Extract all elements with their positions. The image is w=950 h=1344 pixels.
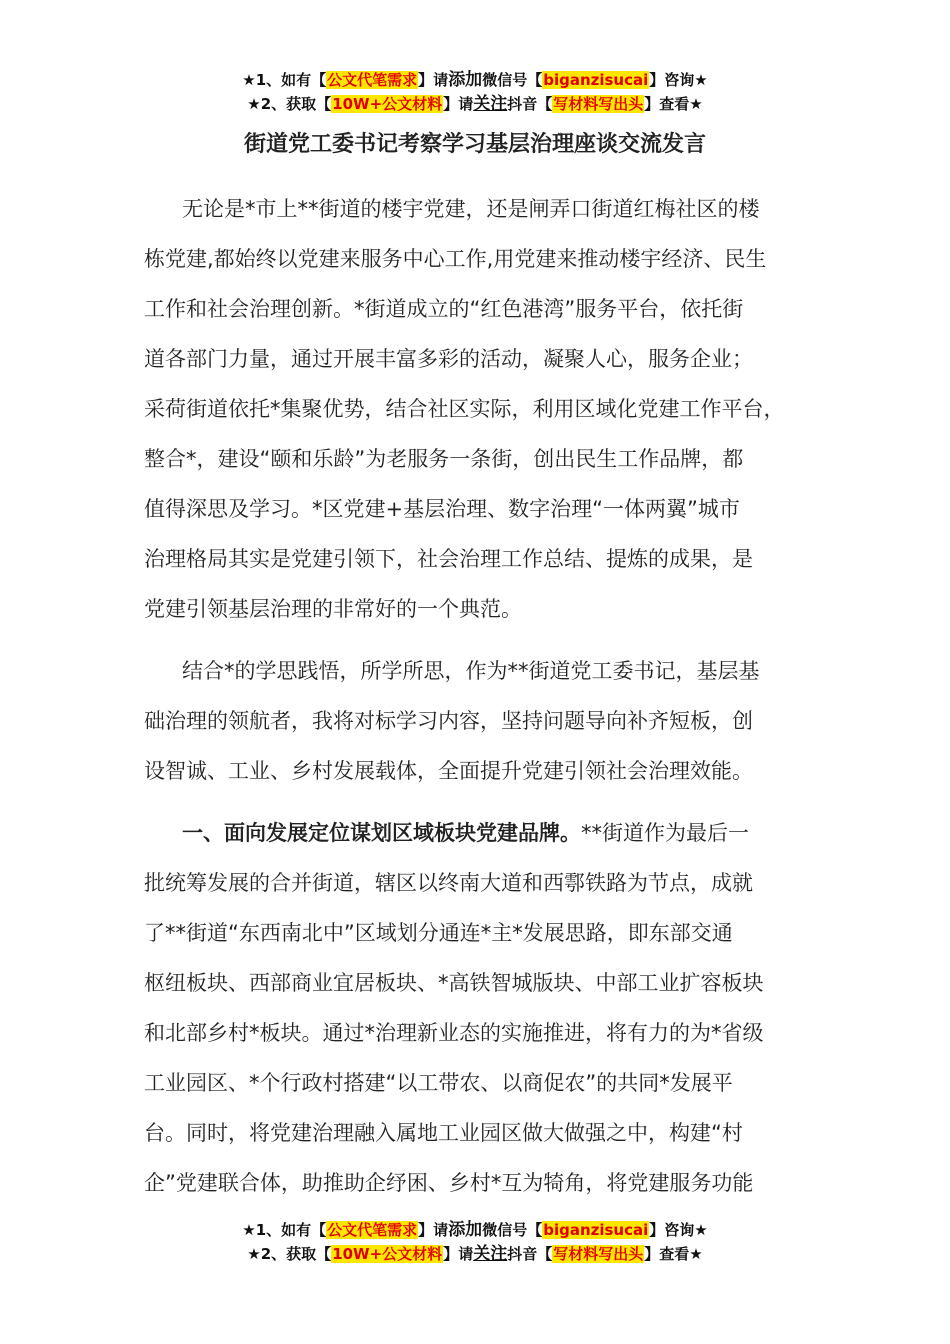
promo-text: 抖音【: [507, 95, 553, 113]
promo-text: 微信号【: [482, 1221, 543, 1239]
text-line: 工业园区、*个行政村搭建“以工带农、以商促农”的共同*发展平: [144, 1071, 733, 1095]
header-promo-banner: [0, 68, 950, 116]
footer-promo-banner: [0, 1218, 950, 1266]
text-line: 设智诚、工业、乡村发展载体，全面提升党建引领社会治理效能。: [144, 759, 753, 783]
text-line: 了**街道“东西南北中”区域划分通连*主*发展思路，即东部交通: [144, 921, 733, 945]
section-heading: 一、面向发展定位谋划区域板块党建品牌。: [182, 821, 581, 845]
promo-douyin-account: 写材料写出头: [553, 95, 644, 113]
paragraph-2: [144, 646, 824, 796]
promo-highlight: 10W+公文材料: [332, 95, 443, 113]
promo-text: 】查看★: [644, 1245, 703, 1263]
promo-text: 】咨询★: [649, 71, 708, 89]
promo-wechat-id: biganzisucai: [543, 1221, 649, 1239]
promo-text: ★1、如有【: [242, 1221, 327, 1239]
promo-text: ★1、如有【: [242, 71, 327, 89]
text-line: 无论是*市上**街道的楼宇党建，还是闸弄口街道红梅社区的楼: [182, 197, 760, 221]
promo-line-1: [0, 68, 950, 92]
promo-douyin-account: 写材料写出头: [553, 1245, 644, 1263]
text-line: 结合*的学思践悟，所学所思，作为**街道党工委书记，基层基: [182, 659, 760, 683]
promo-line-2: [0, 92, 950, 116]
paragraph-1: [144, 184, 824, 634]
promo-text: 】查看★: [644, 95, 703, 113]
promo-text: ★2、获取【: [247, 95, 332, 113]
text-line: 批统筹发展的合并街道，辖区以终南大道和西鄠铁路为节点，成就: [144, 871, 753, 895]
text-run: **街道作为最后一: [581, 821, 749, 845]
promo-highlight: 10W+公文材料: [332, 1245, 443, 1263]
text-line: 枢纽板块、西部商业宜居板块、*高铁智城版块、中部工业扩容板块: [144, 971, 764, 995]
document-title: 街道党工委书记考察学习基层治理座谈交流发言: [243, 132, 706, 157]
text-line: 础治理的领航者，我将对标学习内容，坚持问题导向补齐短板，创: [144, 709, 753, 733]
promo-line-1: [0, 1218, 950, 1242]
promo-text: 】请: [443, 1245, 474, 1263]
promo-text: 微信号【: [482, 71, 543, 89]
text-line: [144, 808, 824, 858]
text-line: 采荷街道依托*集聚优势，结合社区实际，利用区域化党建工作平台，: [144, 397, 785, 421]
text-line: 党建引领基层治理的非常好的一个典范。: [144, 597, 522, 621]
promo-highlight: 公文代笔需求: [327, 1221, 418, 1239]
promo-highlight: 公文代笔需求: [327, 71, 418, 89]
text-line: 栋党建,都始终以党建来服务中心工作,用党建来推动楼宇经济、民生: [144, 247, 767, 271]
promo-text: 】咨询★: [649, 1221, 708, 1239]
promo-text: 】请: [443, 95, 474, 113]
text-line: 和北部乡村*板块。通过*治理新业态的实施推进，将有力的为*省级: [144, 1021, 764, 1045]
promo-text: ★2、获取【: [247, 1245, 332, 1263]
text-line: 整合*，建设“颐和乐龄”为老服务一条街，创出民生工作品牌，都: [144, 447, 744, 471]
promo-text: 】请: [418, 71, 449, 89]
paragraph-gap: [144, 796, 824, 808]
text-line: 企”党建联合体，助推助企纾困、乡村*互为犄角，将党建服务功能: [144, 1171, 754, 1195]
promo-text: 】请: [418, 1221, 449, 1239]
text-line: 治理格局其实是党建引领下，社会治理工作总结、提炼的成果，是: [144, 547, 753, 571]
promo-text: 抖音【: [507, 1245, 553, 1263]
text-line: 道各部门力量，通过开展丰富多彩的活动，凝聚人心，服务企业；: [144, 347, 753, 371]
text-line: 工作和社会治理创新。*街道成立的“红色港湾”服务平台，依托街: [144, 297, 744, 321]
promo-wechat-id: biganzisucai: [543, 71, 649, 89]
promo-emphasis: 添加: [448, 1220, 483, 1240]
paragraph-3: [144, 808, 824, 1208]
text-line: 值得深思及学习。*区党建+基层治理、数字治理“一体两翼”城市: [144, 497, 740, 521]
promo-emphasis: 添加: [448, 70, 483, 90]
document-body: [144, 184, 824, 1208]
promo-emphasis: 关注: [473, 1244, 508, 1264]
paragraph-gap: [144, 634, 824, 646]
text-line: 台。同时，将党建治理融入属地工业园区做大做强之中，构建“村: [144, 1121, 743, 1145]
promo-emphasis: 关注: [473, 94, 508, 114]
promo-line-2: [0, 1242, 950, 1266]
